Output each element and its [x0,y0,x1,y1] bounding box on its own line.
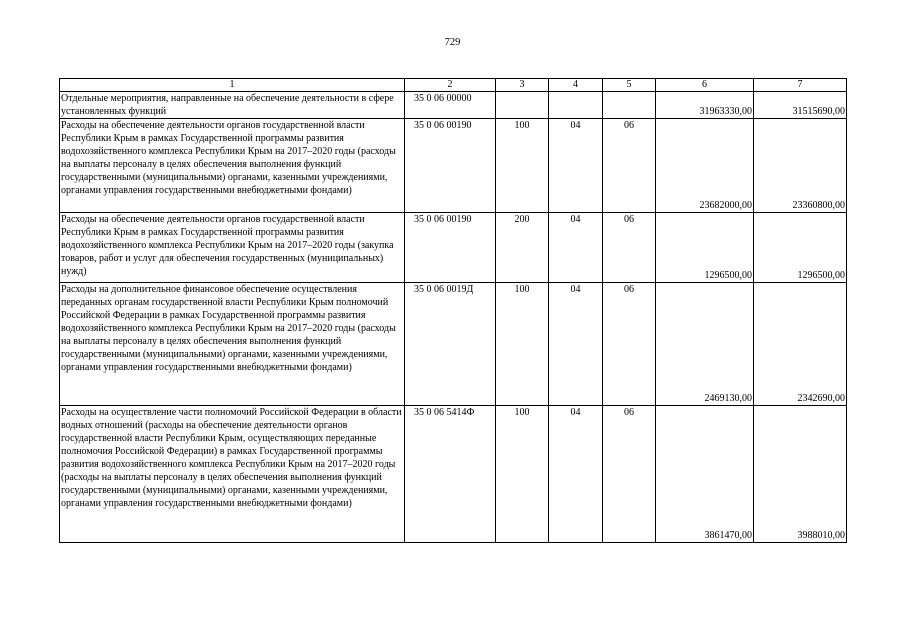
amount-col7-cell: 1296500,00 [754,213,847,283]
subsection-cell: 06 [603,406,656,543]
table-row [60,119,847,213]
subsection-cell: 06 [603,213,656,283]
expense-type-cell: 100 [496,119,549,213]
header-cell: 3 [496,79,549,92]
target-code-cell: 35 0 06 0019Д [405,283,496,406]
header-cell: 6 [656,79,754,92]
section-cell [549,92,603,119]
expense-type-cell: 100 [496,406,549,543]
amount-col7-cell: 2342690,00 [754,283,847,406]
amount-col6-cell: 1296500,00 [656,213,754,283]
target-code-cell: 35 0 06 00190 [405,213,496,283]
amount-col7-cell: 23360800,00 [754,119,847,213]
header-cell: 2 [405,79,496,92]
table-row [60,213,847,283]
expense-type-cell [496,92,549,119]
header-cell: 4 [549,79,603,92]
table-row [60,92,847,119]
amount-col6-cell: 3861470,00 [656,406,754,543]
budget-table [59,78,847,543]
page-number: 729 [444,37,461,48]
expense-type-cell: 200 [496,213,549,283]
amount-col7-cell: 3988010,00 [754,406,847,543]
table-row [60,283,847,406]
target-code-cell: 35 0 06 00190 [405,119,496,213]
expense-name-cell: Расходы на дополнительное финансовое обеспечение осуществления переданных органам государственной власти Республики Крым полномочий Российской Федерации в рамках Государственной программы развития водохозяйственного комплекса Республики Крым на 2017–2020 годы (расходы на выплаты персоналу в целях обеспечения выполнения функций государственными (муниципальными) органами, казенными учреждениями, органами управления государственными внебюджетными фондами) [60,283,405,406]
section-cell: 04 [549,119,603,213]
amount-col6-cell: 2469130,00 [656,283,754,406]
header-cell: 7 [754,79,847,92]
table-header-row [60,79,847,92]
amount-col6-cell: 31963330,00 [656,92,754,119]
subsection-cell [603,92,656,119]
expense-type-cell: 100 [496,283,549,406]
table-row [60,406,847,543]
expense-name-cell: Расходы на обеспечение деятельности органов государственной власти Республики Крым в рамках Государственной программы развития водохозяйственного комплекса Республики Крым на 2017–2020 годы (расходы на выплаты персоналу в целях обеспечения выполнения функций государственными (муниципальными) органами, казенными учреждениями, органами управления государственными внебюджетными фондами) [60,119,405,213]
subsection-cell: 06 [603,283,656,406]
expense-name-cell: Отдельные мероприятия, направленные на обеспечение деятельности в сфере установленных функций [60,92,405,119]
expense-name-cell: Расходы на осуществление части полномочий Российской Федерации в области водных отношений (расходы на обеспечение деятельности органов государственной власти Республики Крым, осуществляющих переданные полномочия Российской Федерации) в рамках Государственной программы развития водохозяйственного комплекса Республики Крым на 2017–2020 годы (расходы на выплаты персоналу в целях обеспечения выполнения функций государственными (муниципальными) органами, казенными учреждениями, органами управления государственными внебюджетными фондами) [60,406,405,543]
subsection-cell: 06 [603,119,656,213]
header-cell: 5 [603,79,656,92]
target-code-cell: 35 0 06 00000 [405,92,496,119]
amount-col7-cell: 31515690,00 [754,92,847,119]
expense-name-cell: Расходы на обеспечение деятельности органов государственной власти Республики Крым в рамках Государственной программы развития водохозяйственного комплекса Республики Крым на 2017–2020 годы (закупка товаров, работ и услуг для обеспечения государственных (муниципальных) нужд) [60,213,405,283]
section-cell: 04 [549,213,603,283]
section-cell: 04 [549,406,603,543]
section-cell: 04 [549,283,603,406]
amount-col6-cell: 23682000,00 [656,119,754,213]
header-cell: 1 [60,79,405,92]
target-code-cell: 35 0 06 5414Ф [405,406,496,543]
